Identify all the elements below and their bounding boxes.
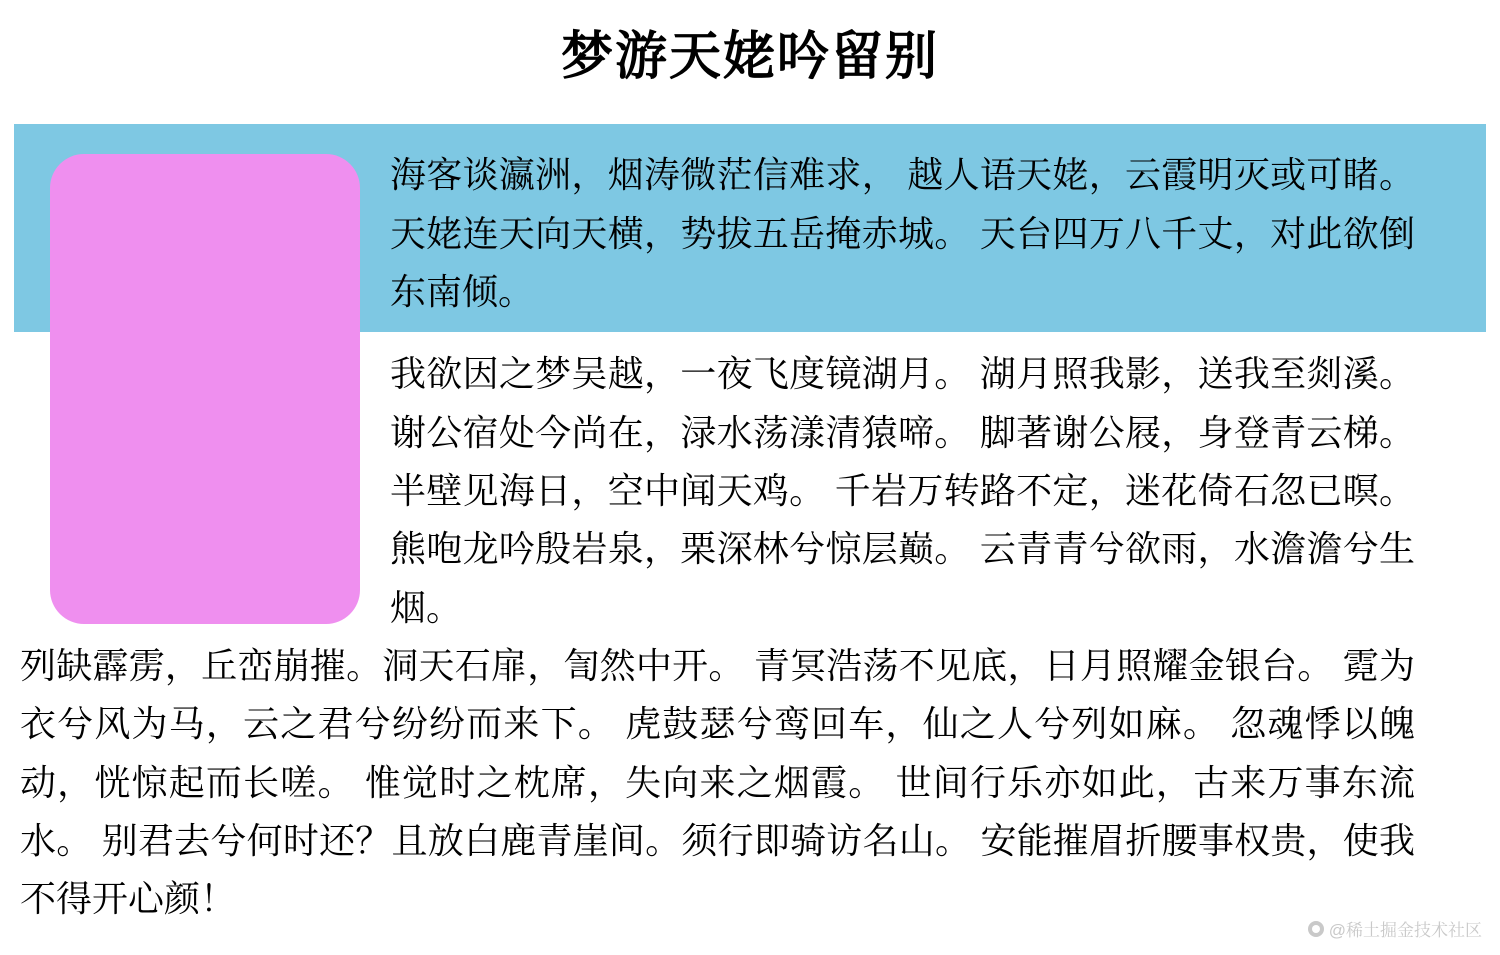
floating-image-box [50,154,360,624]
paragraph-1: 海客谈瀛洲，烟涛微茫信难求， 越人语天姥，云霞明灭或可睹。 天姥连天向天横，势拔五岳掩赤城。 天台四万八千丈，对此欲倒东南倾。 [390,155,1415,313]
document-content [0,124,1500,928]
watermark-text: @稀土掘金技术社区 [1328,921,1482,940]
watermark-logo-icon [1308,921,1324,937]
page-title: 梦游天姥吟留别 [560,28,939,86]
watermark [1308,916,1482,941]
paragraph-2: 我欲因之梦吴越，一夜飞度镜湖月。 湖月照我影，送我至剡溪。 谢公宿处今尚在，渌水荡漾清猿啼。 脚著谢公屐，身登青云梯。 半壁见海日，空中闻天鸡。 千岩万转路不定，迷花倚石忽已暝。 熊咆龙吟殷岩泉，栗深林兮惊层巅。 云青青兮欲雨，水澹澹兮生烟。 [390,354,1415,628]
paragraph-3: 列缺霹雳，丘峦崩摧。洞天石扉，訇然中开。 青冥浩荡不见底，日月照耀金银台。 霓为衣兮风为马，云之君兮纷纷而来下。 虎鼓瑟兮鸾回车，仙之人兮列如麻。 忽魂悸以魄动，恍惊起而长嗟。 惟觉时之枕席，失向来之烟霞。 世间行乐亦如此，古来万事东流水。 别君去兮何时还？且放白鹿青崖间。须行即骑访名山。 安能摧眉折腰事权贵，使我不得开心颜！ [20,645,1415,920]
